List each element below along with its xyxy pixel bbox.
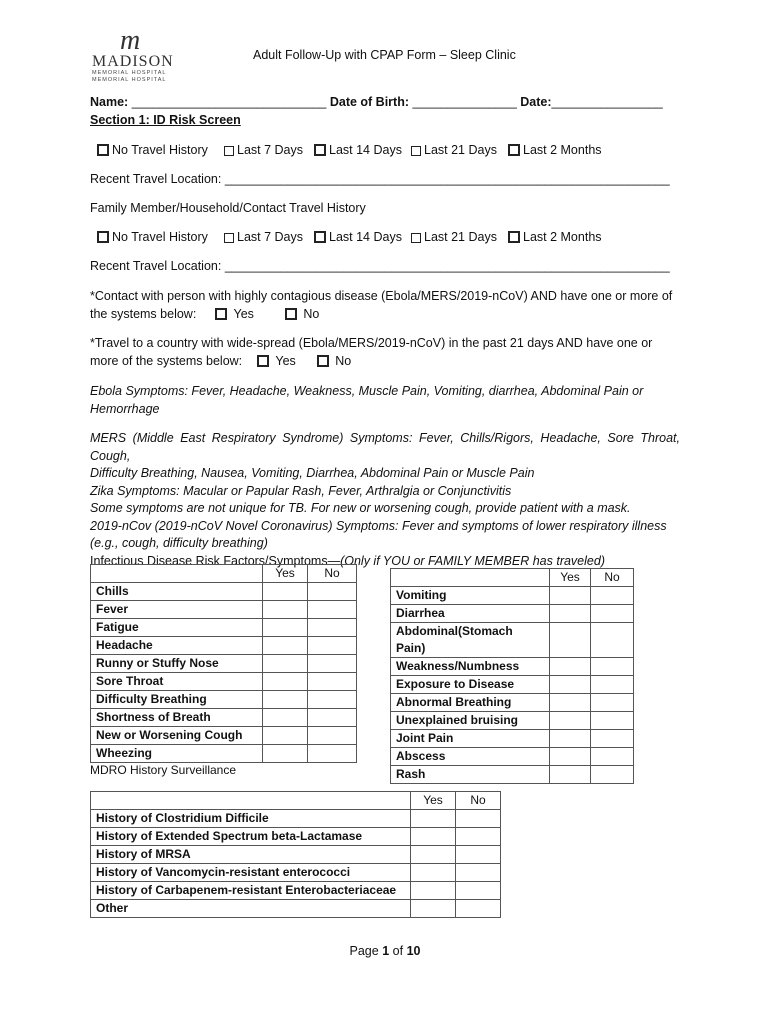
table-row: Fatigue [91, 619, 357, 637]
yes-cell[interactable] [263, 745, 308, 763]
yes-cell[interactable] [263, 655, 308, 673]
mdro-heading: MDRO History Surveillance [90, 763, 237, 777]
table-row: Runny or Stuffy Nose [91, 655, 357, 673]
yes-cell[interactable] [550, 712, 591, 730]
recent-travel-label: Recent Travel Location: [90, 259, 222, 273]
no-cell[interactable] [308, 727, 357, 745]
checkbox-icon[interactable] [508, 144, 520, 156]
family-option-14-days[interactable]: Last 14 Days [314, 230, 402, 244]
checkbox-icon[interactable] [224, 233, 234, 243]
name-field[interactable]: ____________________________ [131, 95, 327, 109]
no-cell[interactable] [456, 882, 501, 900]
table-row: Exposure to Disease [391, 676, 634, 694]
date-label: Date: [520, 95, 552, 109]
recent-travel-field[interactable]: ________________________________________________________________ [224, 172, 670, 186]
symptoms-list: MERS (Middle East Respiratory Syndrome) Symptoms: Fever, Chills/Rigors, Headache, Sore Throat, Cough, Difficulty Breathing, Nausea, Vomiting, Diarrhea, Abdominal Pain or Muscle Pain Zika Symptoms: Macular or Papular Rash, Fever, Arthralgia or Conjunctivitis Some symptoms are not unique for TB. For new or worsening cough, provide patient with a mask. 2019-nCov (2019-nCoV Novel Coronavirus) Symptoms: Fever and symptoms of lower respiratory illness (e.g., cough, difficulty breathing) Infectious Disease Risk Factors/Symptoms—(Only if YOU or FAMILY MEMBER has traveled) [90, 431, 680, 568]
no-cell[interactable] [591, 676, 634, 694]
yes-cell[interactable] [550, 605, 591, 623]
symptoms-table-right [390, 568, 634, 784]
yes-cell[interactable] [550, 730, 591, 748]
table-row: Chills [91, 583, 357, 601]
no-cell[interactable] [308, 601, 357, 619]
page-number: Page 1 of 10 [349, 944, 421, 958]
table-row: Sore Throat [91, 673, 357, 691]
table-row: Joint Pain [391, 730, 634, 748]
travel-option-7-days[interactable]: Last 7 Days [224, 143, 303, 157]
table-row: Other [91, 900, 501, 918]
checkbox-icon[interactable] [314, 144, 326, 156]
logo-m-icon: m [120, 25, 141, 56]
table-row: History of Vancomycin-resistant enterococci [91, 864, 501, 882]
table-row: Difficulty Breathing [91, 691, 357, 709]
no-cell[interactable] [591, 587, 634, 605]
yes-cell[interactable] [411, 828, 456, 846]
travel-yes-checkbox[interactable] [257, 355, 269, 367]
checkbox-icon[interactable] [411, 233, 421, 243]
family-option-2-months[interactable]: Last 2 Months [508, 230, 602, 244]
yes-cell[interactable] [263, 583, 308, 601]
tb-note: Some symptoms are not unique for TB. For new or worsening cough, provide patient with a mask. [90, 501, 631, 515]
checkbox-icon[interactable] [411, 146, 421, 156]
mers-symptoms: MERS (Middle East Respiratory Syndrome) Symptoms: Fever, Chills/Rigors, Headache, Sore Throat, Cough, [90, 431, 680, 463]
table-row: Abscess [391, 748, 634, 766]
yes-cell[interactable] [411, 882, 456, 900]
table-row: History of Extended Spectrum beta-Lactamase [91, 828, 501, 846]
yes-cell[interactable] [263, 619, 308, 637]
risk-factors-note: (Only if YOU or FAMILY MEMBER has traveled) [340, 553, 605, 568]
logo-subtitle-2: MEMORIAL HOSPITAL [92, 77, 167, 83]
yes-cell[interactable] [263, 601, 308, 619]
yes-cell[interactable] [550, 748, 591, 766]
no-cell[interactable] [591, 694, 634, 712]
table-header-row: Yes No [91, 792, 501, 810]
no-cell[interactable] [591, 658, 634, 676]
family-option-7-days[interactable]: Last 7 Days [224, 230, 303, 244]
risk-factors-label: Infectious Disease Risk Factors/Symptoms— [90, 553, 341, 568]
hospital-logo [92, 25, 202, 84]
ebola-symptoms: Ebola Symptoms: Fever, Headache, Weakness, Muscle Pain, Vomiting, diarrhea, Abdominal Pain or Hemorrhage [90, 384, 644, 416]
checkbox-icon[interactable] [314, 231, 326, 243]
recent-travel-line-2 [90, 259, 670, 273]
yes-cell[interactable] [550, 694, 591, 712]
zika-symptoms: Zika Symptoms: Macular or Papular Rash, Fever, Arthralgia or Conjunctivitis [90, 483, 512, 498]
recent-travel-label: Recent Travel Location: [90, 172, 222, 186]
table-row: Diarrhea [391, 605, 634, 623]
family-option-none[interactable]: No Travel History [97, 230, 208, 244]
yes-cell[interactable] [263, 727, 308, 745]
table-header-row: Yes No [391, 569, 634, 587]
dob-field[interactable]: _______________ [412, 95, 517, 109]
table-row: Fever [91, 601, 357, 619]
ncov-symptoms: 2019-nCov (2019-nCoV Novel Coronavirus) Symptoms: Fever and symptoms of lower respiratory illness [90, 518, 667, 533]
table-header-row: Yes No [91, 565, 357, 583]
yes-cell[interactable] [550, 623, 591, 658]
family-travel-heading: Family Member/Household/Contact Travel History [90, 201, 366, 215]
yes-cell[interactable] [411, 900, 456, 918]
form-title: Adult Follow-Up with CPAP Form – Sleep Clinic [253, 48, 516, 62]
yes-cell[interactable] [263, 709, 308, 727]
no-cell[interactable] [308, 673, 357, 691]
no-cell[interactable] [456, 864, 501, 882]
no-cell[interactable] [591, 730, 634, 748]
travel-question: *Travel to a country with wide-spread (Ebola/MERS/2019-nCoV) in the past 21 days AND have one or more of the systems below: Yes No [90, 336, 653, 368]
date-field[interactable]: ________________ [551, 95, 663, 109]
no-cell[interactable] [591, 623, 634, 658]
no-cell[interactable] [591, 605, 634, 623]
travel-option-2-months[interactable]: Last 2 Months [508, 143, 602, 157]
checkbox-icon[interactable] [97, 231, 109, 243]
dob-label: Date of Birth: [329, 95, 410, 109]
no-cell[interactable] [456, 828, 501, 846]
no-cell[interactable] [308, 655, 357, 673]
yes-cell[interactable] [550, 658, 591, 676]
family-option-21-days[interactable]: Last 21 Days [411, 230, 497, 244]
table-row: History of Carbapenem-resistant Enterobacteriaceae [91, 882, 501, 900]
no-cell[interactable] [308, 691, 357, 709]
no-cell[interactable] [308, 619, 357, 637]
patient-info-line [90, 95, 663, 109]
name-label: Name: [90, 95, 129, 109]
yes-cell[interactable] [411, 810, 456, 828]
recent-travel-field[interactable]: ________________________________________________________________ [224, 259, 670, 273]
table-row: Weakness/Numbness [391, 658, 634, 676]
yes-cell[interactable] [263, 637, 308, 655]
no-cell[interactable] [308, 745, 357, 763]
checkbox-icon[interactable] [224, 146, 234, 156]
table-row: Wheezing [91, 745, 357, 763]
contact-no-checkbox[interactable] [285, 308, 297, 320]
no-cell[interactable] [591, 766, 634, 784]
logo-subtitle-1: MEMORIAL HOSPITAL [92, 70, 167, 76]
table-row: New or Worsening Cough [91, 727, 357, 745]
travel-option-21-days[interactable]: Last 21 Days [411, 143, 497, 157]
travel-option-none[interactable]: No Travel History [97, 143, 208, 157]
mdro-table [90, 791, 501, 918]
yes-cell[interactable] [263, 691, 308, 709]
no-cell[interactable] [456, 846, 501, 864]
recent-travel-line [90, 172, 670, 186]
section-heading: Section 1: ID Risk Screen [90, 113, 241, 127]
contact-yes-checkbox[interactable] [215, 308, 227, 320]
no-cell[interactable] [308, 637, 357, 655]
table-row: Rash [391, 766, 634, 784]
yes-cell[interactable] [550, 587, 591, 605]
yes-cell[interactable] [550, 676, 591, 694]
symptoms-table-left [90, 564, 357, 763]
yes-cell[interactable] [263, 673, 308, 691]
table-row: Headache [91, 637, 357, 655]
checkbox-icon[interactable] [97, 144, 109, 156]
travel-no-checkbox[interactable] [317, 355, 329, 367]
table-row: Vomiting [391, 587, 634, 605]
no-cell[interactable] [591, 748, 634, 766]
table-row: Shortness of Breath [91, 709, 357, 727]
contact-question: *Contact with person with highly contagious disease (Ebola/MERS/2019-nCoV) AND have one or more of the systems below: Yes No [90, 289, 673, 321]
yes-cell[interactable] [411, 864, 456, 882]
table-row: Unexplained bruising [391, 712, 634, 730]
table-row: Abdominal(Stomach Pain) [391, 623, 634, 658]
no-cell[interactable] [308, 709, 357, 727]
travel-option-14-days[interactable]: Last 14 Days [314, 143, 402, 157]
no-cell[interactable] [591, 712, 634, 730]
no-cell[interactable] [456, 900, 501, 918]
table-row: History of MRSA [91, 846, 501, 864]
no-cell[interactable] [456, 810, 501, 828]
checkbox-icon[interactable] [508, 231, 520, 243]
table-row: History of Clostridium Difficile [91, 810, 501, 828]
no-cell[interactable] [308, 583, 357, 601]
logo-name: MADISON [92, 53, 174, 70]
yes-cell[interactable] [550, 766, 591, 784]
table-row: Abnormal Breathing [391, 694, 634, 712]
yes-cell[interactable] [411, 846, 456, 864]
